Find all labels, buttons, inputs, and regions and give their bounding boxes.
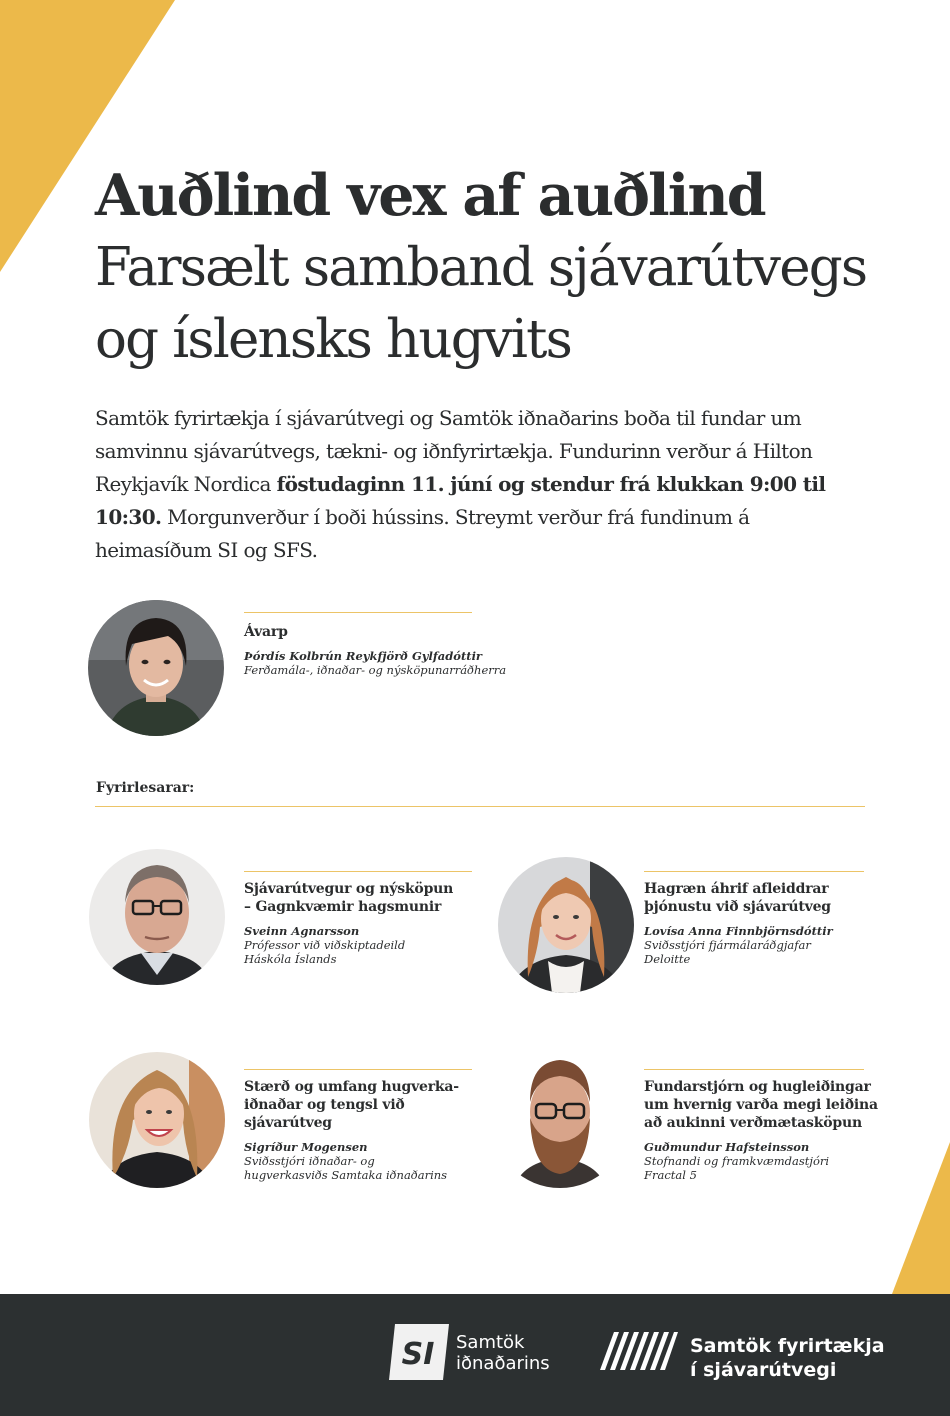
speaker-role-4-line-1: Stofnandi og framkvæmdastjóri [644, 1154, 830, 1168]
speaker-topic-4-line-1: Fundarstjórn og hugleiðingar [644, 1079, 871, 1095]
speaker-block-1 [244, 880, 474, 966]
speaker-topic-1-line-2: – Gagnkvæmir hagsmunir [244, 899, 442, 915]
corner-triangle-bottom-right [892, 1142, 950, 1294]
speaker-role-4-line-2: Fractal 5 [644, 1168, 697, 1182]
page-subtitle [95, 232, 915, 376]
si-logo [389, 1324, 449, 1380]
intro-date-time: föstudaginn 11. júní og stendur frá klukkan 9:00 til 10:30. [95, 472, 826, 529]
speaker-role-1-line-2: Háskóla Íslands [244, 952, 337, 966]
speaker-role-2-line-1: Sviðsstjóri fjármálaráðgjafar [644, 938, 811, 952]
speaker-photo-3 [89, 1052, 225, 1188]
si-logo-line-1: Samtök [456, 1332, 525, 1353]
speakers-divider [95, 806, 865, 807]
address-speaker-name: Þórdís Kolbrún Reykfjörð Gylfadóttir [244, 649, 482, 663]
speaker-topic-3-line-2: iðnaðar og tengsl við sjávarútveg [244, 1097, 405, 1131]
speaker-topic-4-line-2: um hvernig varða megi leiðina [644, 1097, 878, 1113]
si-logo-text [456, 1332, 550, 1374]
speaker-topic-2-line-2: þjónustu við sjávarútveg [644, 899, 831, 915]
intro-text-2: Morgunverður í boði hússins. Streymt verður frá fundinum á heimasíðum SI og SFS. [95, 505, 750, 562]
page-title: Auðlind vex af auðlind [95, 162, 765, 229]
speaker-topic-3-line-1: Stærð og umfang hugverka- [244, 1079, 459, 1095]
speaker-name-1: Sveinn Agnarsson [244, 924, 360, 938]
speaker-name-3: Sigríður Mogensen [244, 1140, 368, 1154]
speaker-divider-2 [644, 871, 864, 872]
sfs-logo-line-1: Samtök fyrirtækja [690, 1335, 885, 1357]
si-logo-mark: SI [401, 1337, 435, 1372]
sfs-logo-icon [600, 1326, 678, 1376]
speaker-divider-4 [644, 1069, 864, 1070]
speaker-block-3 [244, 1078, 484, 1182]
speaker-topic-2-line-1: Hagræn áhrif afleiddrar [644, 881, 829, 897]
speaker-role-3-line-2: hugverkasviðs Samtaka iðnaðarins [244, 1168, 448, 1182]
speaker-topic-3 [244, 1078, 484, 1132]
si-logo-line-2: iðnaðarins [456, 1353, 550, 1374]
speaker-topic-1-line-1: Sjávarútvegur og nýsköpun [244, 881, 454, 897]
sfs-logo-text [690, 1334, 885, 1382]
speaker-photo-1 [89, 849, 225, 985]
address-speaker-role: Ferðamála-, iðnaðar- og nýsköpunarráðherra [244, 663, 507, 677]
speaker-topic-4 [644, 1078, 884, 1132]
speaker-photo-4 [492, 1052, 628, 1188]
speaker-role-3-line-1: Sviðsstjóri iðnaðar- og [244, 1154, 375, 1168]
intro-text-1: Samtök fyrirtækja í sjávarútvegi og Samtök iðnaðarins boða til fundar um samvinnu sjávarútvegs, tækni- og iðnfyrirtækja. Fundurinn verður á Hilton Reykjavík Nordica [95, 406, 813, 496]
subtitle-line-2: og íslensks hugvits [95, 309, 572, 370]
sfs-logo-line-2: í sjávarútvegi [690, 1359, 837, 1381]
subtitle-line-1: Farsælt samband sjávarútvegs [95, 237, 867, 298]
speaker-topic-1 [244, 880, 474, 916]
speaker-divider-3 [244, 1069, 472, 1070]
address-block [244, 623, 544, 677]
speaker-role-2-line-2: Deloitte [644, 952, 691, 966]
address-divider [244, 612, 472, 613]
speaker-photo-2 [498, 857, 634, 993]
speaker-topic-2 [644, 880, 874, 916]
speakers-heading: Fyrirlesarar: [96, 780, 195, 796]
speaker-block-4 [644, 1078, 884, 1182]
speaker-name-4: Guðmundur Hafsteinsson [644, 1140, 810, 1154]
speaker-role-1-line-1: Prófessor við viðskiptadeild [244, 938, 406, 952]
address-label: Ávarp [244, 624, 288, 640]
speaker-block-2 [644, 880, 874, 966]
speaker-divider-1 [244, 871, 472, 872]
address-speaker-photo [88, 600, 224, 736]
speaker-name-2: Lovísa Anna Finnbjörnsdóttir [644, 924, 833, 938]
footer-bar [0, 1294, 950, 1416]
speaker-topic-4-line-3: að aukinni verðmætasköpun [644, 1115, 862, 1131]
intro-paragraph [95, 402, 865, 567]
